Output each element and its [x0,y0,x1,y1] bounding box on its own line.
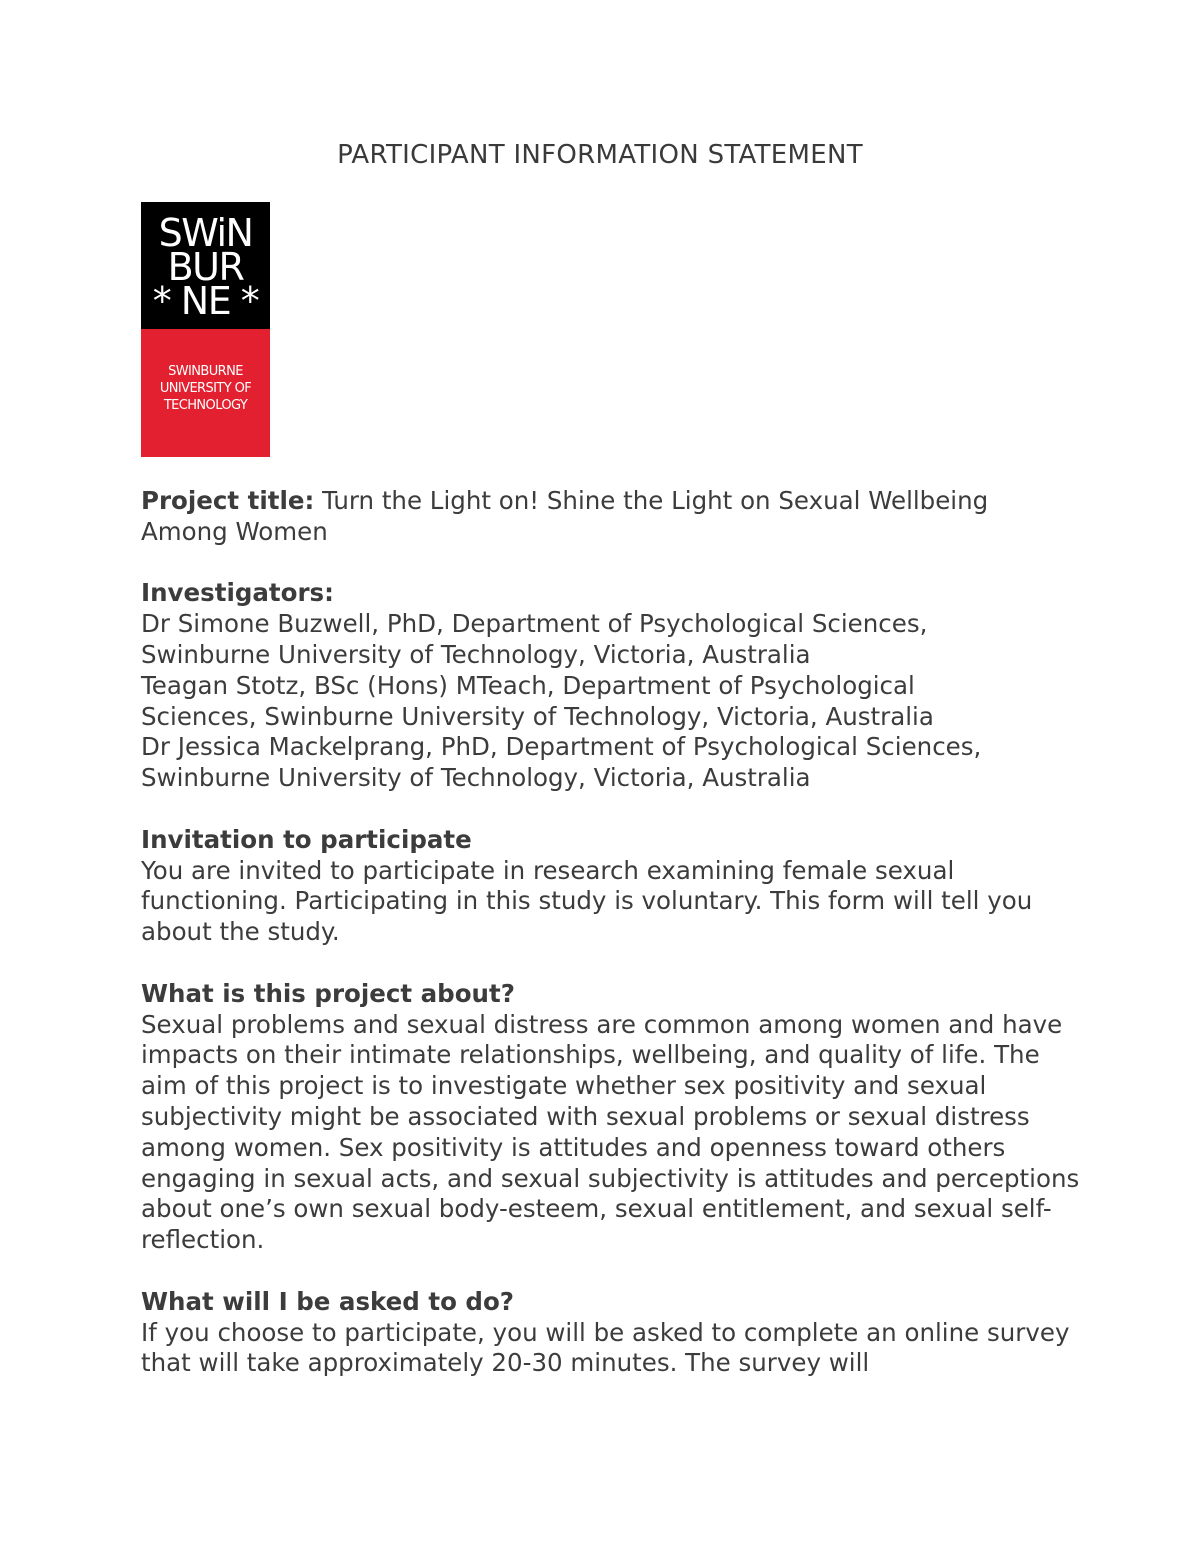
project-title-paragraph [141,486,1081,548]
invitation-text: You are invited to participate in research examining female sexual functioning. Participating in this study is voluntary. This form will tell you about the study. [141,855,1033,947]
page-title: PARTICIPANT INFORMATION STATEMENT [337,140,863,170]
asked-text: If you choose to participate, you will be asked to complete an online survey that will take approximately 20-30 minutes. The survey will [141,1317,1070,1378]
investigator-line: Swinburne University of Technology, Victoria, Australia [141,763,811,793]
investigator-line: Teagan Stotz, BSc (Hons) MTeach, Department of Psychological [141,670,915,700]
logo-black-panel [141,202,270,329]
swinburne-logo [141,202,270,457]
investigator-line: Swinburne University of Technology, Victoria, Australia [141,639,811,669]
investigator-line: Dr Simone Buzwell, PhD, Department of Psychological Sciences, [141,609,928,639]
project-title-label: Project title: [141,486,315,515]
logo-subtitle-line-3: TECHNOLOGY [163,398,248,413]
invitation-heading: Invitation to participate [141,824,472,854]
logo-word-line-3: * NE * [152,279,259,323]
logo-red-panel [141,329,270,457]
about-heading: What is this project about? [141,978,515,1008]
investigator-line: Sciences, Swinburne University of Technology, Victoria, Australia [141,701,934,731]
logo-subtitle-line-2: UNIVERSITY OF [159,381,252,396]
about-text: Sexual problems and sexual distress are common among women and have impacts on their intimate relationships, wellbeing, and quality of life. The aim of this project is to investigate whether sex positivity and sexual subjectivity might be associated with sexual problems or sexual distress among women. Sex positivity is attitudes and openness toward others engaging in sexual acts, and sexual subjectivity is attitudes and perceptions about one’s own sexual body-esteem, sexual entitlement, and sexual self-reflection. [141,1009,1080,1255]
logo-word-line-1: SWiN [158,211,253,255]
investigator-line: Dr Jessica Mackelprang, PhD, Department of Psychological Sciences, [141,732,982,762]
logo-subtitle-line-1: SWINBURNE [168,364,243,379]
project-title-value: Turn the Light on! Shine the Light on Sexual Wellbeing Among Women [141,486,989,546]
logo-word-line-2: BUR [167,245,244,289]
logo-subtitle [141,363,270,414]
asked-heading: What will I be asked to do? [141,1286,515,1316]
document-body [141,486,1081,1379]
investigators-heading: Investigators: [141,578,334,608]
